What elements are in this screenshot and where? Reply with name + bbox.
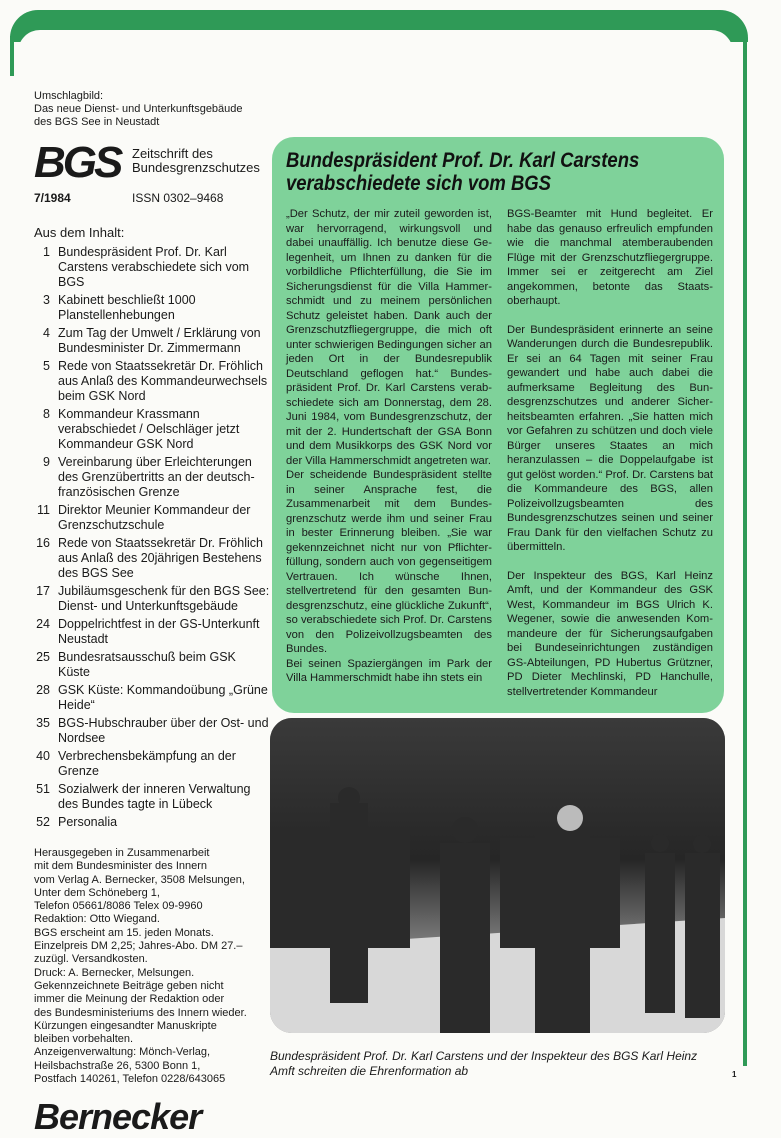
article-column-1 [286, 207, 492, 699]
imprint-line: Kürzungen eingesandter Manuskripte [34, 1019, 217, 1032]
headline-wrapper [286, 149, 713, 195]
toc-page-number: 52 [36, 815, 50, 829]
cover-note [34, 90, 270, 129]
toc-item [24, 326, 270, 356]
toc-title: Bundesratsausschuß beim GSK Küste [58, 650, 236, 679]
toc-item [24, 407, 270, 452]
toc-page-number: 11 [37, 503, 50, 517]
left-green-rule [10, 36, 14, 76]
imprint-line: Einzelpreis DM 2,25; Jahres-Abo. DM 27.– [34, 940, 243, 953]
imprint-line: Gekennzeichnete Beiträge geben nicht [34, 979, 224, 992]
imprint-line: Heilsbachstraße 26, 5300 Bonn 1, [34, 1059, 201, 1072]
toc-heading: Aus dem Inhalt: [34, 225, 125, 240]
toc-page-number: 51 [36, 782, 50, 796]
toc-item [24, 584, 270, 614]
toc-item [24, 245, 270, 290]
bgs-logo: BGS [34, 138, 121, 187]
toc-item [24, 293, 270, 323]
toc-item [24, 683, 270, 713]
photo-caption: Bundespräsident Prof. Dr. Karl Carstens und der Inspekteur des BGS Karl Heinz Amft schreiten die Ehrenformation ab [270, 1049, 698, 1078]
article-paragraph: Der Inspekteur des BGS, Karl Heinz Amft, und der Kommandeur des GSK West, Kommandeur im BGS Ulrich K. Wegener, sowie die anwesenden Kommandeure der für Sicherungsaufgaben bei Bundeseinrichtungen zuständigen GS-Abteilungen, PD Hubertus Grützner, PD Dieter Mechlinski, PD Hanchulle, stellvertretender Kommandeur [507, 569, 713, 698]
issue-row [34, 191, 270, 205]
toc-title: Rede von Staatssekretär Dr. Fröhlich aus Anlaß des Kommandeurwechsels beim GSK Nord [58, 359, 268, 403]
issue-number: 7/1984 [34, 191, 71, 205]
table-of-contents [24, 245, 270, 833]
toc-page-number: 16 [36, 536, 50, 550]
imprint-line: bleiben vorbehalten. [34, 1033, 134, 1046]
left-sidebar [34, 90, 270, 1138]
toc-item [24, 749, 270, 779]
subtitle-line: Zeitschrift des [132, 146, 213, 161]
toc-title: Sozialwerk der inneren Verwaltung des Bundes tagte in Lübeck [58, 782, 251, 811]
toc-page-number: 28 [36, 683, 50, 697]
toc-item [24, 782, 270, 812]
toc-page-number: 3 [43, 293, 50, 307]
page-number: 1 [732, 1070, 737, 1079]
right-green-rule [743, 36, 747, 1066]
toc-page-number: 8 [43, 407, 50, 421]
article-headline: Bundespräsident Prof. Dr. Karl Carstens verabschiedete sich vom BGS [286, 149, 640, 195]
toc-page-number: 1 [43, 245, 50, 259]
article-box [272, 137, 724, 713]
imprint-line: Redaktion: Otto Wiegand. [34, 913, 160, 926]
article-paragraph: Bei seinen Spaziergängen im Park der Villa Hammerschmidt habe ihn stets ein [286, 657, 492, 684]
toc-item [24, 455, 270, 500]
toc-title: Zum Tag der Umwelt / Erklärung von Bundesminister Dr. Zimmermann [58, 326, 261, 355]
toc-title: BGS-Hubschrauber über der Ost- und Nordsee [58, 716, 269, 745]
imprint-line: mit dem Bundesminister des Innern [34, 860, 208, 873]
cover-line: Das neue Dienst- und Unterkunftsgebäude [34, 103, 243, 115]
imprint-line: Anzeigenverwaltung: Mönch-Verlag, [34, 1046, 211, 1059]
article-paragraph: Der scheidende Bundespräsident stellte in seiner Ansprache fest, die Zusammenarbeit mit dem Bundesgrenzschutz werde ihm und seiner Frau in bester Erinnerung bleiben. „Sie war gekennzeichnet nicht nur von Pflichterfüllung, sondern auch von gegenseitigem Vertrauen. Ich wünsche Ihnen, stellvertretend für den gesamten Bundesgrenzschutz, eine glückliche Zukunft“, so verabschiedete sich Prof. Dr. Carstens von den Polizeivollzugsbeamten des Bundes. [286, 469, 492, 655]
imprint-line: immer die Meinung der Redaktion oder [34, 993, 225, 1006]
masthead [34, 138, 270, 187]
toc-item [24, 716, 270, 746]
toc-title: Bundespräsident Prof. Dr. Karl Carstens verabschiedete sich vom BGS [58, 245, 250, 289]
imprint [34, 847, 270, 1086]
cover-line: des BGS See in Neustadt [34, 116, 160, 128]
toc-page-number: 25 [36, 650, 50, 664]
toc-page-number: 4 [43, 326, 50, 340]
caption-row [270, 1049, 737, 1079]
toc-item [24, 815, 270, 830]
article-paragraph: BGS-Beamter mit Hund begleitet. Er habe das genauso erfreulich empfunden wie die manchmal atemberaubenden Flüge mit der Grenzschutzfliegergruppe. Immer sei er zeitgerecht am Ziel angekommen, betonte das Staatsoberhaupt. [507, 208, 713, 307]
toc-title: Kabinett beschließt 1000 Planstellenhebungen [58, 293, 196, 322]
toc-title: Vereinbarung über Erleichterungen des Grenzübertritts an der deutsch-französischen Grenze [58, 455, 255, 499]
toc-item [24, 359, 270, 404]
imprint-line: Postfach 140261, Telefon 0228/643065 [34, 1073, 226, 1086]
magazine-subtitle [132, 147, 260, 175]
toc-title: Kommandeur Krassmann verabschiedet / Oelschläger jetzt Kommandeur GSK Nord [58, 407, 240, 451]
imprint-line: Telefon 05661/8086 Telex 09-9960 [34, 900, 203, 913]
toc-page-number: 40 [36, 749, 50, 763]
imprint-line: zuzügl. Versandkosten. [34, 953, 148, 966]
imprint-line: BGS erscheint am 15. jeden Monats. [34, 926, 214, 939]
article-photo [270, 718, 725, 1033]
article-area [270, 137, 737, 1079]
bernecker-logo: Bernecker [34, 1096, 202, 1138]
toc-page-number: 9 [43, 455, 50, 469]
toc-page-number: 24 [36, 617, 50, 631]
toc-page-number: 17 [36, 584, 50, 598]
article-paragraph: Der Bundespräsident erinnerte an seine Wanderungen durch die Bundesrepublik. Er sei an 64 Tagen mit seiner Frau gewandert und habe auch dabei die aufmerksame Begleitung des Bundesgrenzschutzes und anderer Sicherheitsbeamten erfahren. „Sie hatten mich vor Gefahren zu schützen und doch viele Bürger unseres Staates an mich heranzulassen – die Doppelaufgabe ist gut gelöst worden.“ Prof. Dr. Carstens bat die Kommandeure des BGS, allen Polizeivollzugsbeamten des Bundesgrenzschutzes seinen und seiner Frau Dank für den vielfachen Schutz zu übermitteln. [507, 323, 713, 553]
toc-page-number: 5 [43, 359, 50, 373]
toc-item [24, 617, 270, 647]
article-columns [286, 207, 713, 699]
article-paragraph: „Der Schutz, der mir zuteil geworden ist, war hervorragend, wirkungsvoll und dabei unauffällig. Ich benutze diese Gelegenheit, um Ihnen zu danken für die vorbildliche Pflichterfüllung, die Sie im Sicherungsdienst für die Villa Hammerschmidt und zu meinem persönlichen Schutz geleistet haben. Dank auch der Grenzschutzfliegergruppe, die mich oft unter schwierigen Bedingungen sicher an jeden Ort in der Bundesrepublik Deutschland geflogen hat.“ Bundespräsident Prof. Dr. Karl Carstens verabschiedete sich am Donnerstag, dem 28. Juni 1984, vom Bundesgrenzschutz, der mit der 2. Hundertschaft der GSA Bonn und dem Musikkorps des GSK Nord vor der Villa Hammerschmidt angetreten war. [286, 208, 492, 467]
toc-title: GSK Küste: Kommandoübung „Grüne Heide“ [58, 683, 268, 712]
toc-item [24, 536, 270, 581]
issn: ISSN 0302–9468 [132, 191, 224, 205]
toc-item [24, 650, 270, 680]
imprint-line: vom Verlag A. Bernecker, 3508 Melsungen, [34, 873, 245, 886]
toc-title: Verbrechensbekämpfung an der Grenze [58, 749, 236, 778]
toc-page-number: 35 [36, 716, 50, 730]
article-column-2 [507, 207, 713, 699]
photo-honor-guard [270, 718, 725, 1033]
imprint-line: Herausgegeben in Zusammenarbeit [34, 847, 210, 859]
toc-title: Jubiläumsgeschenk für den BGS See: Dienst- und Unterkunftsgebäude [58, 584, 270, 613]
toc-item [24, 503, 270, 533]
subtitle-line: Bundesgrenzschutzes [132, 160, 260, 175]
toc-title: Personalia [58, 815, 118, 829]
imprint-line: des Bundesministeriums des Innern wieder. [34, 1006, 247, 1019]
imprint-line: Unter dem Schöneberg 1, [34, 886, 160, 899]
toc-title: Direktor Meunier Kommandeur der Grenzschutzschule [58, 503, 251, 532]
page-frame [18, 30, 733, 70]
toc-title: Doppelrichtfest in der GS-Unterkunft Neustadt [58, 617, 260, 646]
toc-title: Rede von Staatssekretär Dr. Fröhlich aus Anlaß des 20jährigen Bestehens des BGS See [58, 536, 263, 580]
cover-label: Umschlagbild: [34, 90, 104, 102]
imprint-line: Druck: A. Bernecker, Melsungen. [34, 966, 195, 979]
